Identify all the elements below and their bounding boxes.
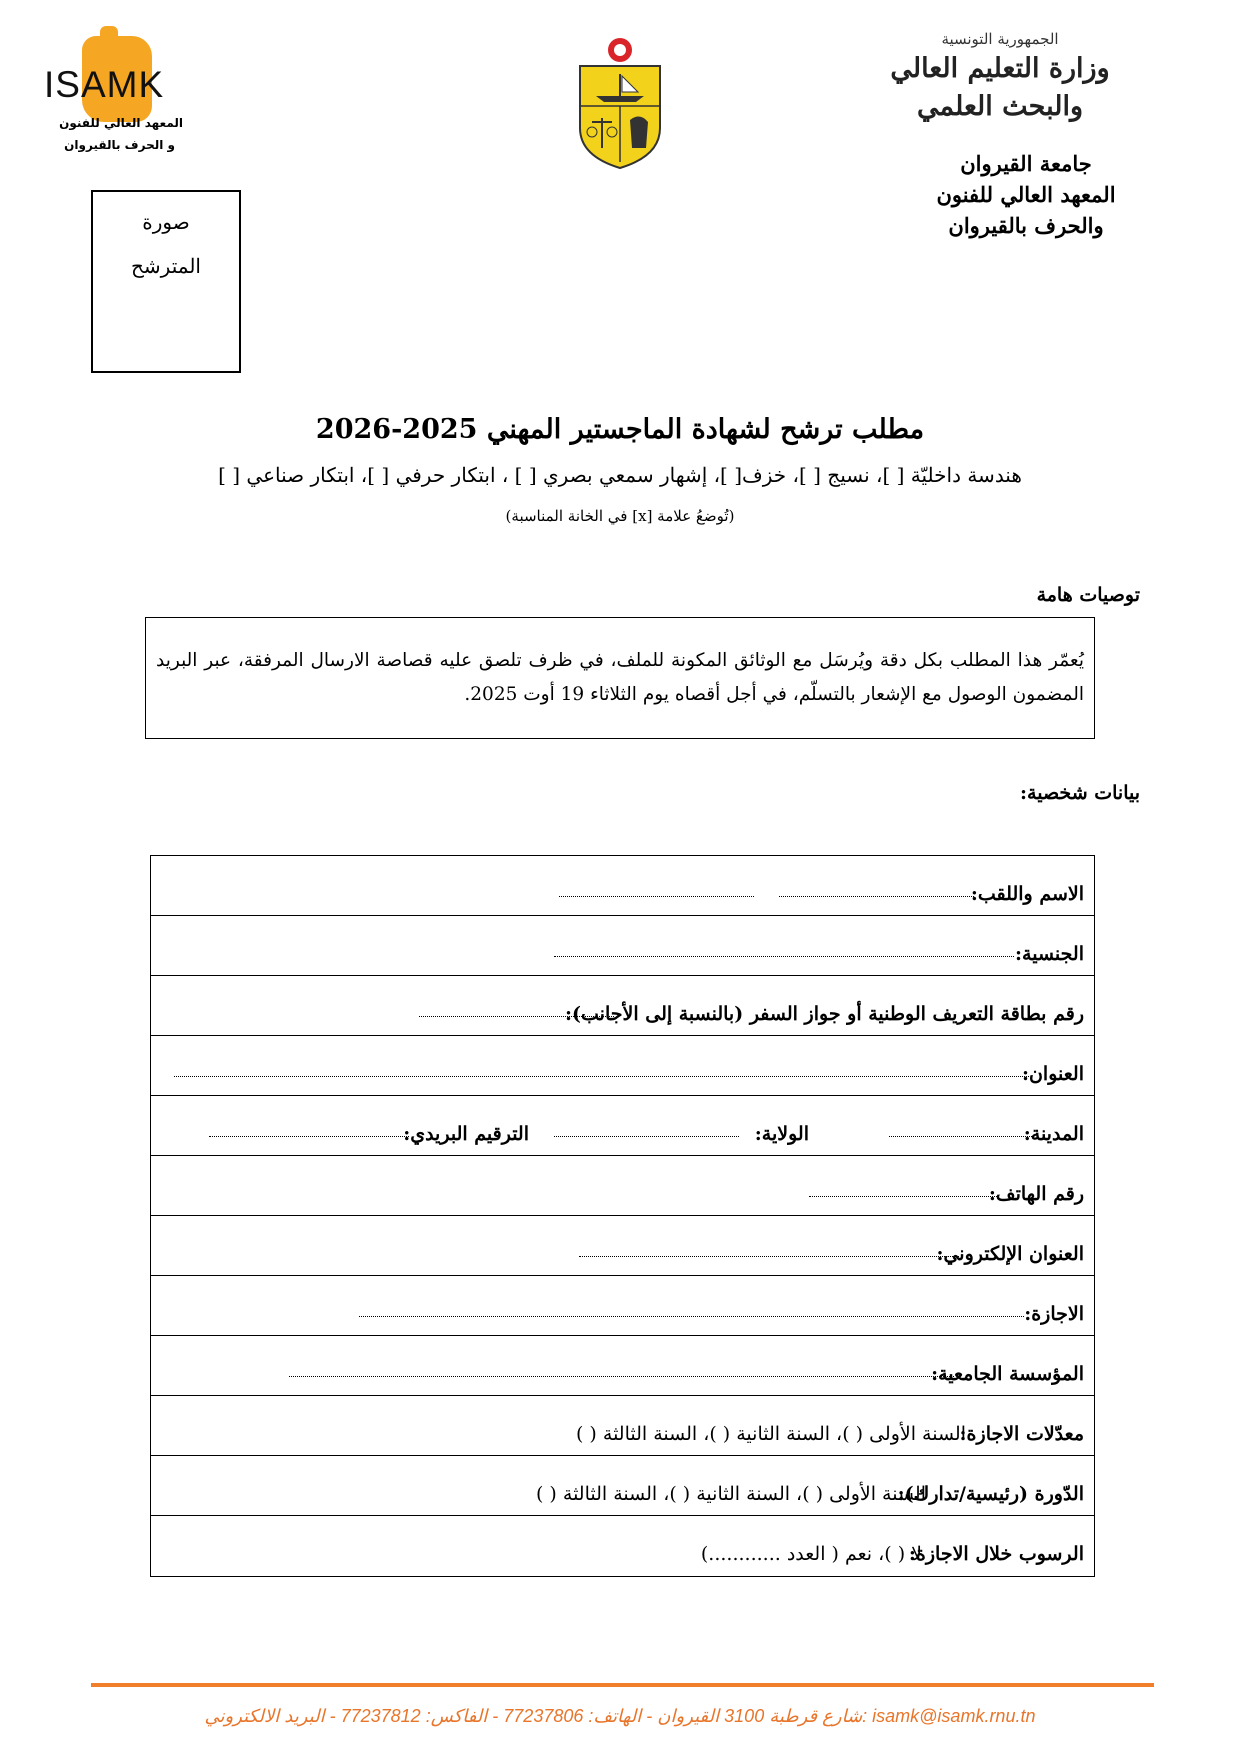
name-label: الاسم واللقب: bbox=[970, 883, 1084, 905]
table-row-id bbox=[151, 976, 1094, 1036]
institution-line-3: والحرف بالقيروان bbox=[948, 213, 1104, 238]
photo-label-1: صورة bbox=[142, 210, 190, 234]
first-name-field[interactable] bbox=[779, 886, 974, 897]
nationality-label: الجنسية: bbox=[1015, 943, 1084, 965]
last-name-field[interactable] bbox=[559, 886, 754, 897]
phone-field[interactable] bbox=[809, 1186, 999, 1197]
photo-label-2: المترشح bbox=[131, 254, 201, 278]
nationality-field[interactable] bbox=[554, 946, 1014, 957]
recommendations-heading: توصيات هامة bbox=[1036, 584, 1140, 606]
candidate-photo-box[interactable] bbox=[91, 190, 241, 373]
institution-line-2: المعهد العالي للفنون bbox=[936, 182, 1116, 207]
isamk-logo bbox=[40, 30, 185, 160]
logo-subtitle-1: المعهد العالي للفنون bbox=[59, 116, 183, 130]
table-row-fail bbox=[151, 1516, 1094, 1576]
table-row-university bbox=[151, 1336, 1094, 1396]
republic-text: الجمهورية التونسية bbox=[941, 30, 1059, 48]
postal-label: الترقيم البريدي: bbox=[403, 1123, 529, 1145]
averages-label: معدّلات الاجازة: bbox=[959, 1423, 1084, 1445]
table-row-address bbox=[151, 1036, 1094, 1096]
state-label: الولاية: bbox=[754, 1123, 809, 1145]
email-field[interactable] bbox=[579, 1246, 959, 1257]
state-field[interactable] bbox=[554, 1126, 739, 1137]
table-row-averages bbox=[151, 1396, 1094, 1456]
logo-wordmark: ISAMK bbox=[44, 64, 165, 105]
ministry-header bbox=[850, 30, 1150, 124]
fail-label: الرسوب خلال الاجازة: bbox=[908, 1543, 1084, 1565]
instruction-note: (تُوضعُ علامة [x] في الخانة المناسبة) bbox=[505, 507, 735, 525]
city-label: المدينة: bbox=[1023, 1123, 1084, 1145]
postal-field[interactable] bbox=[209, 1126, 409, 1137]
address-field[interactable] bbox=[174, 1066, 1029, 1077]
table-row-session bbox=[151, 1456, 1094, 1516]
id-label: رقم بطاقة التعريف الوطنية أو جواز السفر (بالنسبة إلى الأجانب): bbox=[565, 1003, 1084, 1025]
university-label: المؤسسة الجامعية: bbox=[931, 1363, 1084, 1385]
table-row-nationality bbox=[151, 916, 1094, 976]
degree-label: الاجازة: bbox=[1024, 1303, 1084, 1325]
averages-fields[interactable]: السنة الأولى ( )، السنة الثانية ( )، السنة الثالثة ( ) bbox=[575, 1423, 966, 1445]
coat-of-arms-icon bbox=[574, 36, 666, 170]
footer-contact: شارع قرطبة 3100 القيروان - الهاتف: 77237806 - الفاكس: 77237812 - البريد الالكتروني: isamk@isamk.rnu.tn bbox=[204, 1706, 1036, 1726]
institution-block bbox=[916, 148, 1136, 241]
personal-data-table bbox=[150, 855, 1095, 1577]
specialties-checkboxes[interactable]: هندسة داخليّة [ ]، نسيج [ ]، خزف[ ]، إشهار سمعي بصري [ ] ، ابتكار حرفي [ ]، ابتكار صناعي [ ] bbox=[218, 463, 1022, 487]
id-field[interactable] bbox=[419, 1006, 614, 1017]
city-field[interactable] bbox=[889, 1126, 1034, 1137]
fail-fields[interactable]: لا ( )، نعم ( العدد ............) bbox=[700, 1543, 922, 1565]
page-title: مطلب ترشح لشهادة الماجستير المهني 2025-2026 bbox=[315, 414, 925, 445]
personal-data-heading: بيانات شخصية: bbox=[1020, 782, 1140, 804]
email-label: العنوان الإلكتروني: bbox=[936, 1243, 1084, 1265]
session-fields[interactable]: السنة الأولى ( )، السنة الثانية ( )، السنة الثالثة ( ) bbox=[535, 1483, 926, 1505]
table-row-email bbox=[151, 1216, 1094, 1276]
table-row-name bbox=[151, 856, 1094, 916]
table-row-phone bbox=[151, 1156, 1094, 1216]
ministry-line-1: وزارة التعليم العالي bbox=[890, 53, 1110, 84]
address-label: العنوان: bbox=[1021, 1063, 1084, 1085]
table-row-city bbox=[151, 1096, 1094, 1156]
logo-subtitle-2: و الحرف بالقيروان bbox=[64, 138, 175, 152]
footer-rule bbox=[91, 1683, 1154, 1687]
recommendations-box bbox=[145, 617, 1095, 739]
table-row-degree bbox=[151, 1276, 1094, 1336]
institution-line-1: جامعة القيروان bbox=[960, 151, 1092, 176]
session-label: الدّورة (رئيسية/تدارك): bbox=[897, 1483, 1084, 1505]
university-field[interactable] bbox=[289, 1366, 954, 1377]
ministry-line-2: والبحث العلمي bbox=[916, 91, 1084, 122]
phone-label: رقم الهاتف: bbox=[988, 1183, 1084, 1205]
degree-field[interactable] bbox=[359, 1306, 1024, 1317]
recommendations-text: يُعمّر هذا المطلب بكل دقة ويُرسَل مع الوثائق المكونة للملف، في ظرف تلصق عليه قصاصة الارسال المرفقة، عبر البريد المضمون الوصول مع الإشعار بالتسلّم، في أجل أقصاه يوم الثلاثاء 19 أوت 2025. bbox=[156, 650, 1084, 705]
